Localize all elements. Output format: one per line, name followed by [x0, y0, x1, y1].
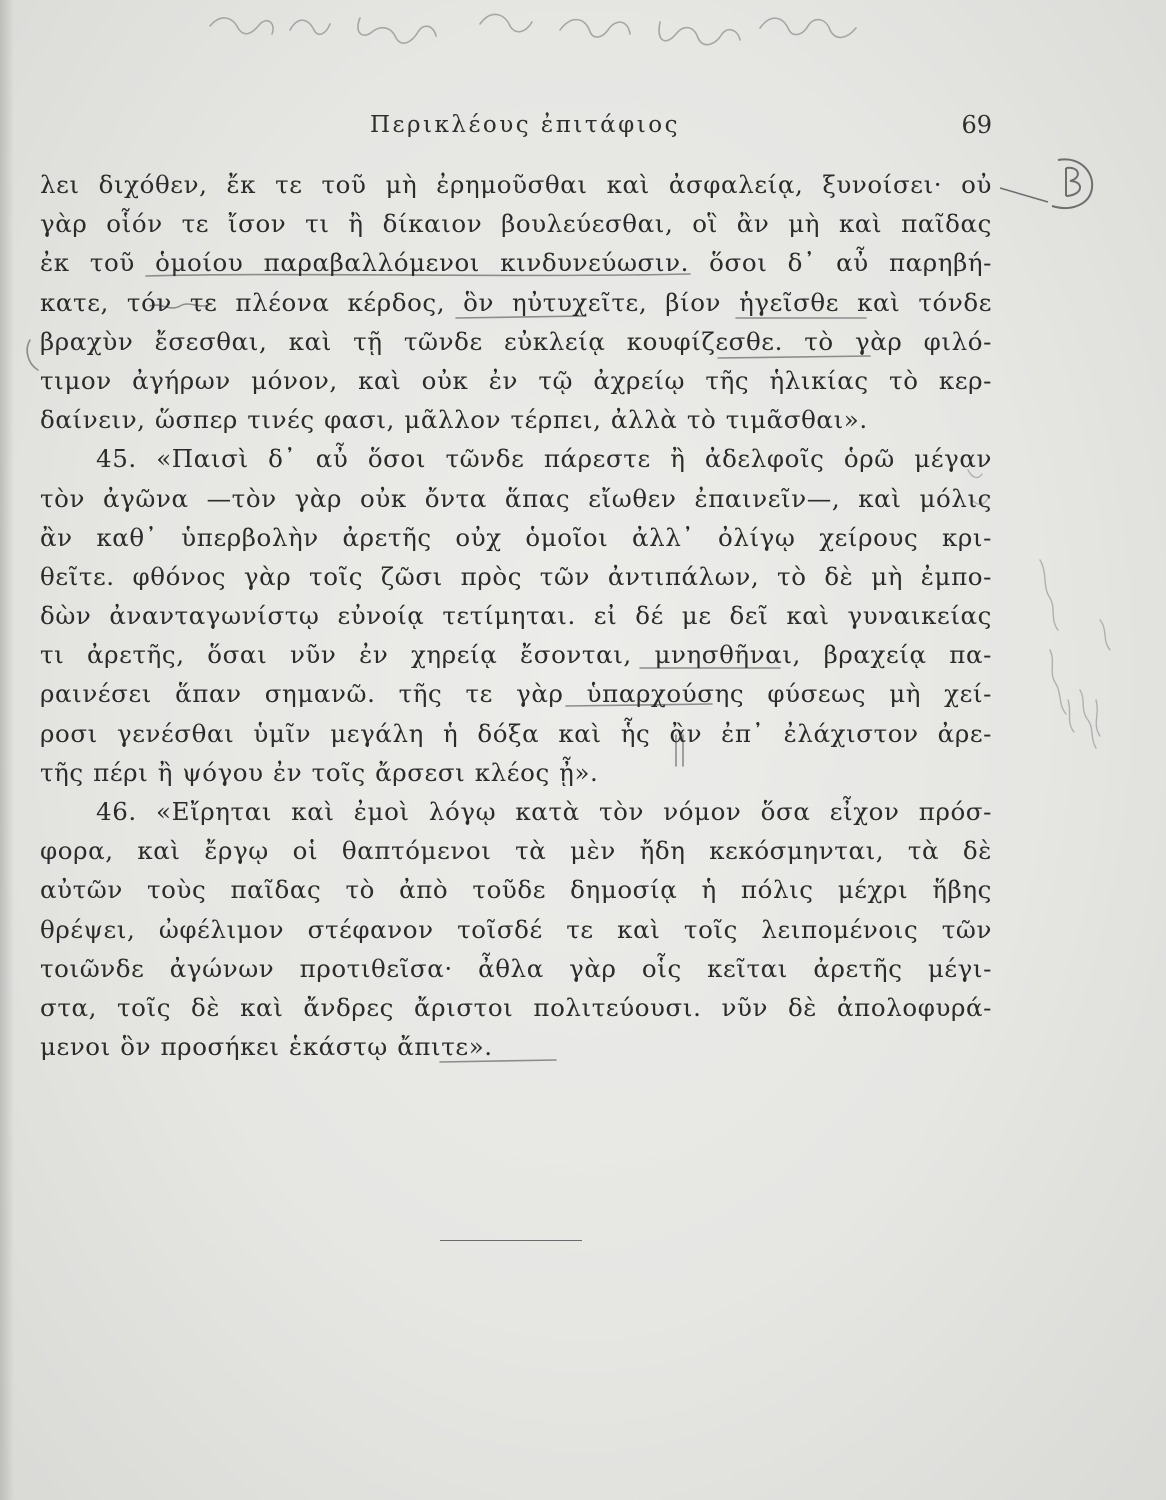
text-line: τὸν ἀγῶνα —τὸν γὰρ οὐκ ὄντα ἅπας εἴωθεν ἐπαινεῖν—, καὶ μόλις [40, 483, 992, 513]
text-line: αὐτῶν τοὺς παῖδας τὸ ἀπὸ τοῦδε δημοσίᾳ ἡ πόλις μέχρι ἥβης [40, 875, 992, 905]
section-46-first-line: 46. «Εἴρηται καὶ ἐμοὶ λόγῳ κατὰ τὸν νόμον ὅσα εἶχον πρόσ- [96, 797, 992, 826]
text-line: τιμον ἀγήρων μόνον, καὶ οὐκ ἐν τῷ ἀχρείῳ τῆς ἡλικίας τὸ κερ- [40, 365, 992, 395]
text-line: δὼν ἀνανταγωνίστῳ εὐνοίᾳ τετίμηται. εἰ δέ με δεῖ καὶ γυναικείας [40, 601, 992, 631]
text-line: λει διχόθεν, ἔκ τε τοῦ μὴ ἐρημοῦσθαι καὶ ἀσφαλείᾳ, ξυνοίσει· οὐ [40, 170, 992, 199]
text-line: ἐκ τοῦ ὁμοίου παραβαλλόμενοι κινδυνεύωσιν. ὅσοι δ᾽ αὖ παρηβή- [40, 248, 992, 278]
text-line: θρέψει, ὠφέλιμον στέφανον τοῖσδέ τε καὶ τοῖς λειπομένοις τῶν [40, 914, 992, 944]
running-head-title: Περικλέους ἐπιτάφιος [370, 112, 680, 138]
text-line: φορα, καὶ ἔργῳ οἱ θαπτόμενοι τὰ μὲν ἤδη κεκόσμηνται, τὰ δὲ [40, 836, 992, 866]
text-line: μενοι ὃν προσήκει ἑκάστῳ ἄπιτε». [40, 1032, 493, 1062]
text-line: βραχὺν ἔσεσθαι, καὶ τῇ τῶνδε εὐκλείᾳ κουφίζεσθε. τὸ γὰρ φιλό- [40, 326, 992, 356]
text-line: ροσι γενέσθαι ὑμῖν μεγάλη ἡ δόξα καὶ ἧς ἂν ἐπ᾽ ἐλάχιστον ἀρε- [40, 718, 992, 748]
text-line: γὰρ οἷόν τε ἴσον τι ἢ δίκαιον βουλεύεσθαι, οἳ ἂν μὴ καὶ παῖδας [40, 209, 992, 239]
text-line: δαίνειν, ὥσπερ τινές φασι, μᾶλλον τέρπει, ἀλλὰ τὸ τιμᾶσθαι». [40, 405, 868, 435]
handwritten-note [210, 14, 856, 44]
text-line: τι ἀρετῆς, ὅσαι νῦν ἐν χηρείᾳ ἔσονται, μνησθῆναι, βραχείᾳ πα- [40, 640, 992, 670]
text-line: στα, τοῖς δὲ καὶ ἄνδρες ἄριστοι πολιτεύουσι. νῦν δὲ ἀπολοφυρά- [40, 992, 992, 1022]
page-edge-shadow [0, 0, 14, 1500]
text-line: τῆς πέρι ἢ ψόγου ἐν τοῖς ἄρσεσι κλέος ᾖ». [40, 757, 599, 787]
margin-circle-mark [1000, 159, 1092, 208]
text-line: θεῖτε. φθόνος γὰρ τοῖς ζῶσι πρὸς τῶν ἀντιπάλων, τὸ δὲ μὴ ἐμπο- [40, 561, 992, 591]
text-line: ραινέσει ἅπαν σημανῶ. τῆς τε γὰρ ὑπαρχούσης φύσεως μὴ χεί- [40, 679, 992, 709]
body-text [40, 165, 992, 1066]
section-45-first-line: 45. «Παισὶ δ᾽ αὖ ὅσοι τῶνδε πάρεστε ἢ ἀδελφοῖς ὁρῶ μέγαν [96, 444, 992, 474]
end-rule [440, 1240, 582, 1241]
page-number: 69 [961, 111, 992, 139]
text-line: ἂν καθ᾽ ὑπερβολὴν ἀρετῆς οὐχ ὁμοῖοι ἀλλ᾽ ὀλίγῳ χείρους κρι- [40, 522, 992, 552]
text-line: κατε, τόν τε πλέονα κέρδος, ὃν ηὐτυχεῖτε, βίον ἡγεῖσθε καὶ τόνδε [40, 287, 992, 317]
text-line: τοιῶνδε ἀγώνων προτιθεῖσα· ἆθλα γὰρ οἷς κεῖται ἀρετῆς μέγι- [40, 953, 992, 983]
